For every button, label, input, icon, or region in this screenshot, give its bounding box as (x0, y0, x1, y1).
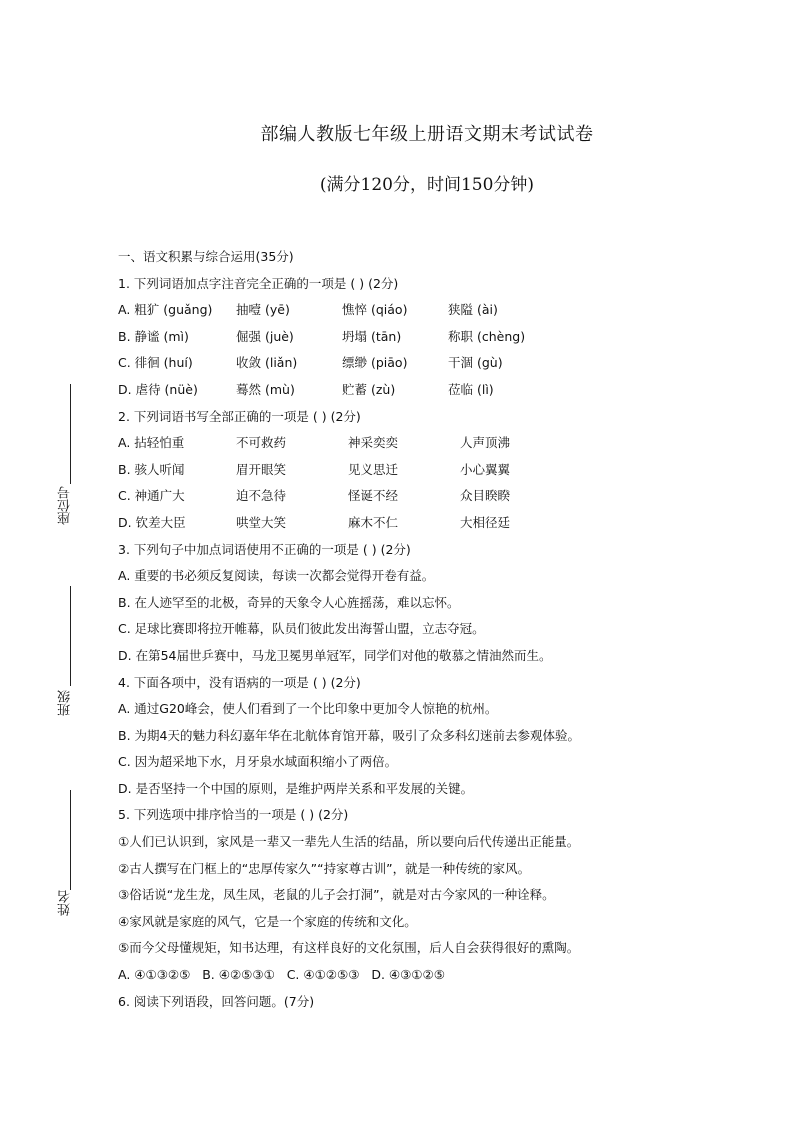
option-item: 麻木不仁 (348, 514, 399, 530)
option-item: 狭隘 (ài) (448, 302, 498, 318)
option-item: 莅临 (lì) (448, 381, 494, 397)
option-item: A. 拈轻怕重 (118, 435, 185, 451)
option-item: 神采奕奕 (348, 435, 399, 451)
option-item: B. 静谧 (mì) (118, 328, 189, 344)
question-5-sentence-1: ①人们已认识到，家风是一辈又一辈先人生活的结晶，所以要向后代传递出正能量。 (118, 834, 580, 850)
question-1-option-c (118, 350, 678, 377)
option-item: 人声顶沸 (460, 435, 511, 451)
question-6-stem: 6. 阅读下列语段，回答问题。(7分) (118, 993, 315, 1009)
option-item: 收敛 (liǎn) (236, 355, 298, 371)
option-item: C. 徘徊 (huí) (118, 355, 193, 371)
option-item: 缥缈 (piāo) (342, 355, 408, 371)
class-label: 班级 (58, 690, 73, 716)
question-5-sentence-2: ②古人撰写在门框上的“忠厚传家久”“持家尊古训”，就是一种传统的家风。 (118, 860, 531, 876)
question-3-option-a: A. 重要的书必须反复阅读，每读一次都会觉得开卷有益。 (118, 568, 435, 584)
option-item: 抽噎 (yē) (236, 302, 290, 318)
question-3-option-b: B. 在人迹罕至的北极，奇异的天象令人心旌摇荡，难以忘怀。 (118, 594, 460, 610)
option-item: 不可救药 (236, 435, 287, 451)
question-4-option-a: A. 通过G20峰会，使人们看到了一个比印象中更加令人惊艳的杭州。 (118, 701, 498, 717)
question-5-stem: 5. 下列选项中排序恰当的一项是 ( ) (2分) (118, 807, 349, 823)
option-item: 迫不急待 (236, 488, 287, 504)
option-item: B. 骇人听闻 (118, 461, 185, 477)
exam-content (118, 244, 678, 1015)
option-item: 干涸 (gù) (448, 355, 503, 371)
option-item: 众目睽睽 (460, 488, 511, 504)
option-item: 见义思迁 (348, 461, 399, 477)
option-item: C. 神通广大 (118, 488, 185, 504)
option-item: 蓦然 (mù) (236, 381, 295, 397)
question-5-choices: A. ④①③②⑤ B. ④②⑤③① C. ④①②⑤③ D. ④③①②⑤ (118, 967, 445, 983)
question-2-option-a (118, 430, 678, 457)
section-heading: 一、语文积累与综合运用(35分) (118, 249, 294, 264)
exam-title: 部编人教版七年级上册语文期末考试试卷 (260, 124, 594, 145)
option-item: A. 粗犷 (guǎng) (118, 302, 213, 318)
option-item: 小心翼翼 (460, 461, 511, 477)
question-2-option-c (118, 483, 678, 510)
seat-number-line (70, 384, 71, 484)
option-item: 称职 (chèng) (448, 328, 526, 344)
question-5-sentence-4: ④家风就是家庭的风气，它是一个家庭的传统和文化。 (118, 913, 417, 929)
option-item: D. 钦差大臣 (118, 514, 186, 530)
question-1-option-a (118, 297, 678, 324)
question-4-option-b: B. 为期4天的魅力科幻嘉年华在北航体育馆开幕，吸引了众多科幻迷前去参观体验。 (118, 727, 580, 743)
question-3-stem: 3. 下列句子中加点词语使用不正确的一项是 ( ) (2分) (118, 541, 411, 557)
option-item: 哄堂大笑 (236, 514, 287, 530)
question-2-option-b (118, 457, 678, 484)
option-item: 贮蓄 (zù) (342, 381, 396, 397)
question-3-option-c: C. 足球比赛即将拉开帷幕，队员们彼此发出海誓山盟，立志夺冠。 (118, 621, 485, 637)
option-item: 倔强 (juè) (236, 328, 294, 344)
option-item: 坍塌 (tān) (342, 328, 402, 344)
name-label: 姓名 (58, 890, 73, 916)
question-1-option-b (118, 324, 678, 351)
exam-subtitle: (满分120分，时间150分钟) (319, 175, 535, 195)
option-item: 憔悴 (qiáo) (342, 302, 408, 318)
question-2-option-d (118, 510, 678, 537)
class-line (70, 586, 71, 686)
question-5-sentence-3: ③俗话说“龙生龙，凤生凤，老鼠的儿子会打洞”，就是对古今家风的一种诠释。 (118, 887, 555, 903)
option-item: D. 虐待 (nüè) (118, 381, 198, 397)
question-1-stem: 1. 下列词语加点字注音完全正确的一项是 ( ) (2分) (118, 275, 399, 291)
question-1-option-d (118, 377, 678, 404)
seat-number-label: 座位号 (58, 486, 73, 525)
question-5-sentence-5: ⑤而今父母懂规矩，知书达理，有这样良好的文化氛围，后人自会获得很好的熏陶。 (118, 940, 580, 956)
option-item: 眉开眼笑 (236, 461, 287, 477)
question-2-stem: 2. 下列词语书写全部正确的一项是 ( ) (2分) (118, 408, 361, 424)
name-line (70, 790, 71, 890)
question-3-option-d: D. 在第54届世乒赛中，马龙卫冕男单冠军，同学们对他的敬慕之情油然而生。 (118, 647, 552, 663)
question-4-stem: 4. 下面各项中，没有语病的一项是 ( ) (2分) (118, 674, 361, 690)
question-4-option-d: D. 是否坚持一个中国的原则，是维护两岸关系和平发展的关键。 (118, 780, 474, 796)
question-4-option-c: C. 因为超采地下水，月牙泉水域面积缩小了两倍。 (118, 754, 398, 770)
option-item: 怪诞不经 (348, 488, 399, 504)
option-item: 大相径廷 (460, 514, 511, 530)
